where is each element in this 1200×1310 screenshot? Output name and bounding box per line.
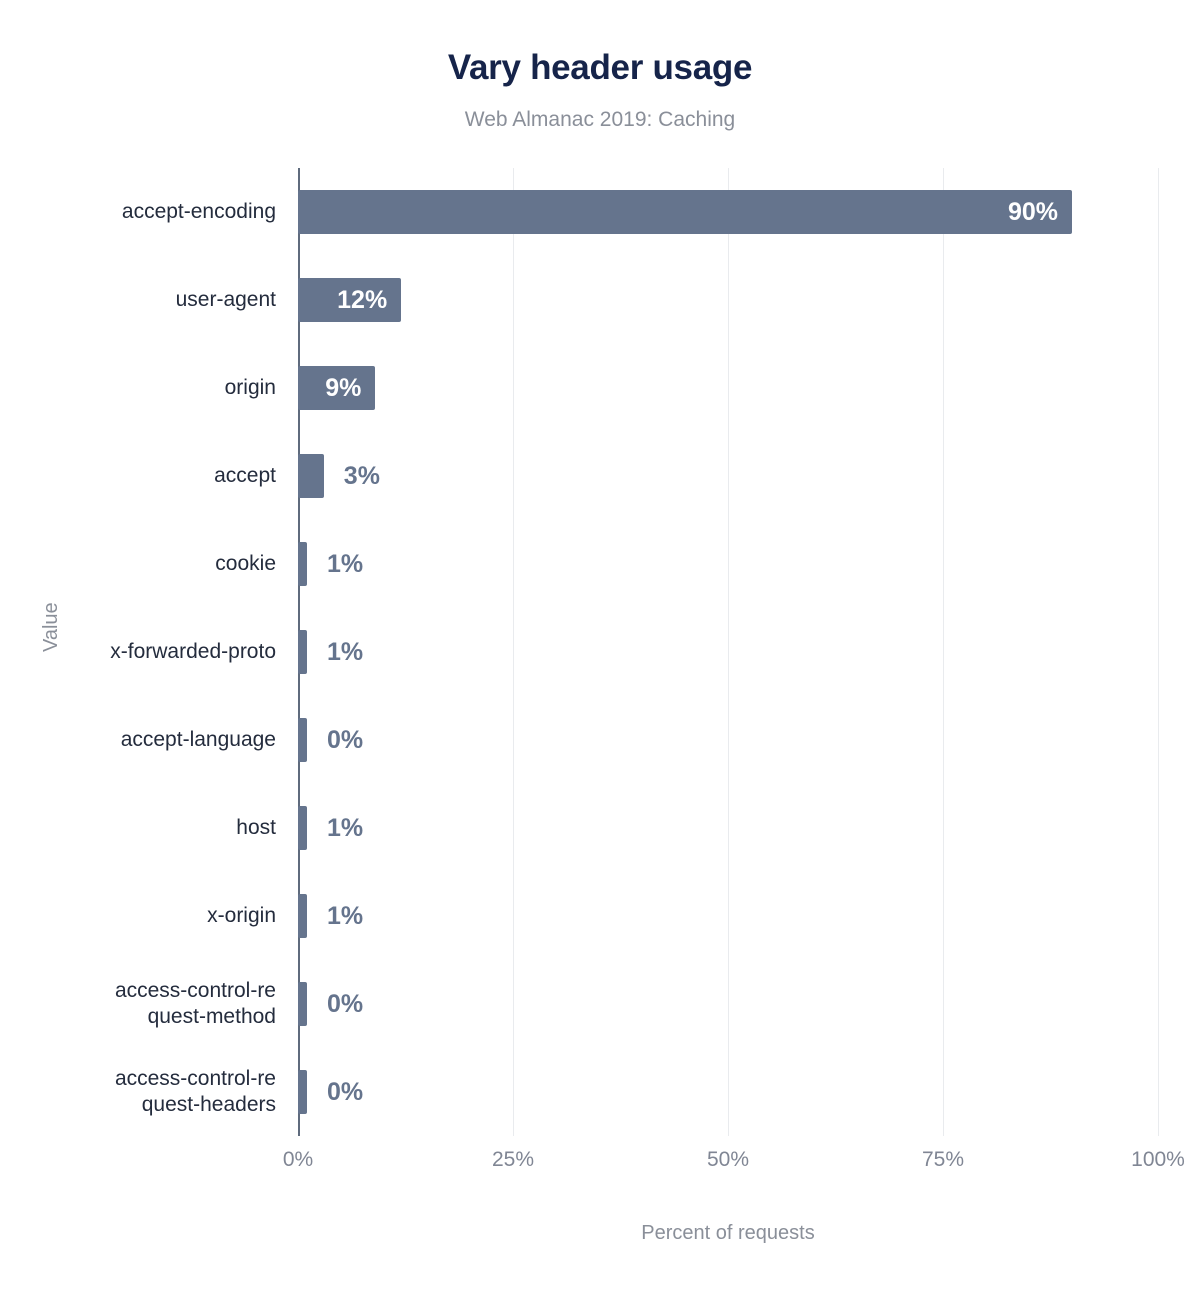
bar-value-label: 90% bbox=[1007, 198, 1058, 226]
chart-subtitle: Web Almanac 2019: Caching bbox=[464, 108, 736, 131]
x-axis-tick-label: 100% bbox=[1131, 1148, 1185, 1171]
y-axis-tick-label: accept-language bbox=[120, 728, 276, 751]
bar-value-label: 1% bbox=[327, 638, 364, 666]
y-axis-tick-label: access-control-re quest-headers bbox=[114, 1067, 276, 1116]
x-axis-tick-label: 50% bbox=[706, 1148, 750, 1171]
y-axis-tick-label: access-control-re quest-method bbox=[114, 979, 276, 1028]
bar-row[interactable] bbox=[298, 1048, 1158, 1136]
chart-title: Vary header usage bbox=[447, 48, 753, 87]
gridline bbox=[1158, 168, 1159, 1136]
x-axis-title: Percent of requests bbox=[641, 1222, 815, 1244]
bar-row[interactable] bbox=[298, 344, 1158, 432]
bar-value-label: 3% bbox=[343, 462, 380, 490]
y-axis-tick-label: accept-encoding bbox=[121, 200, 276, 223]
bar-row[interactable] bbox=[298, 872, 1158, 960]
y-axis-tick-label: x-origin bbox=[207, 904, 276, 927]
bar-row[interactable] bbox=[298, 608, 1158, 696]
bars-group bbox=[298, 168, 1158, 1136]
bar-row[interactable] bbox=[298, 432, 1158, 520]
bar-row[interactable] bbox=[298, 960, 1158, 1048]
y-axis-tick-label: host bbox=[236, 816, 276, 839]
bar-row[interactable] bbox=[298, 520, 1158, 608]
x-axis-tick-label: 25% bbox=[491, 1148, 535, 1171]
bar-row[interactable] bbox=[298, 784, 1158, 872]
x-axis-tick-label: 75% bbox=[921, 1148, 965, 1171]
y-axis-tick-label: cookie bbox=[215, 552, 276, 575]
y-axis-tick-label: origin bbox=[224, 376, 276, 399]
bar-value-label: 12% bbox=[337, 286, 388, 314]
y-axis-tick-label: user-agent bbox=[175, 288, 276, 311]
bar[interactable] bbox=[298, 982, 307, 1026]
bar-value-label: 0% bbox=[327, 990, 364, 1018]
bar-value-label: 9% bbox=[325, 374, 362, 402]
bar[interactable] bbox=[298, 1070, 307, 1114]
bar[interactable] bbox=[298, 542, 307, 586]
bar-value-label: 0% bbox=[327, 726, 364, 754]
y-axis-tick-labels bbox=[0, 168, 286, 1136]
y-axis-tick-label: x-forwarded-proto bbox=[110, 640, 276, 663]
bar-value-label: 0% bbox=[327, 1078, 364, 1106]
bar-row[interactable] bbox=[298, 168, 1158, 256]
bar[interactable] bbox=[298, 630, 307, 674]
bar[interactable] bbox=[298, 718, 307, 762]
bar-value-label: 1% bbox=[327, 902, 364, 930]
bar-row[interactable] bbox=[298, 696, 1158, 784]
y-axis-title: Value bbox=[40, 602, 62, 652]
bar[interactable] bbox=[298, 454, 324, 498]
bar[interactable] bbox=[298, 806, 307, 850]
bar-row[interactable] bbox=[298, 256, 1158, 344]
bar[interactable] bbox=[298, 894, 307, 938]
bar-value-label: 1% bbox=[327, 550, 364, 578]
x-axis-tick-label: 0% bbox=[282, 1148, 314, 1171]
plot-area bbox=[298, 168, 1158, 1136]
bar-value-label: 1% bbox=[327, 814, 364, 842]
x-axis-tick-labels bbox=[282, 1148, 1185, 1182]
y-axis-tick-label: accept bbox=[214, 464, 276, 487]
